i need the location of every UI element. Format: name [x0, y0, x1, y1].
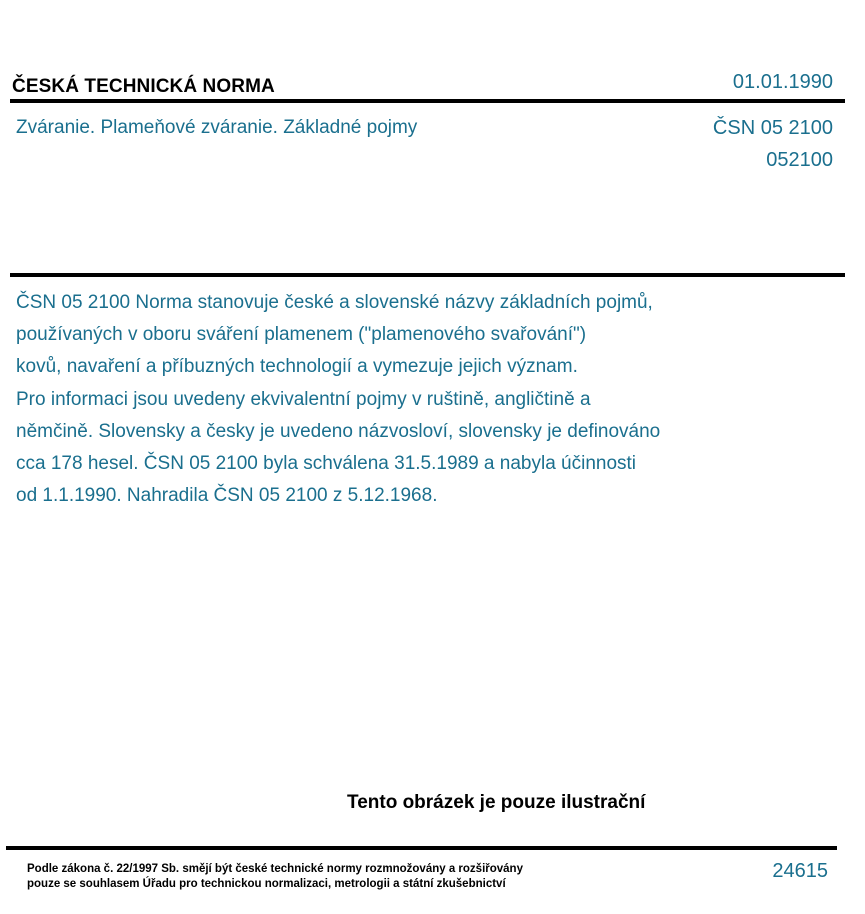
- abstract-line: ČSN 05 2100 Norma stanovuje české a slovenské názvy základních pojmů,: [16, 292, 653, 313]
- abstract-text: [16, 287, 776, 512]
- effective-date: 01.01.1990: [732, 71, 833, 93]
- legal-line: Podle zákona č. 22/1997 Sb. smějí být české technické normy rozmnožovány a rozšiřovány: [27, 863, 523, 875]
- section-divider: [10, 273, 845, 277]
- standard-subject: Zváranie. Plameňové zváranie. Základné pojmy: [16, 117, 418, 138]
- abstract-line: používaných v oboru sváření plamenem ("plamenového svařování"): [16, 324, 587, 346]
- abstract-line: cca 178 hesel. ČSN 05 2100 byla schválena 31.5.1989 a nabyla účinnosti: [16, 453, 637, 475]
- footer-divider: [6, 846, 837, 850]
- legal-line: pouze se souhlasem Úřadu pro technickou normalizaci, metrologii a státní zkušebnictví: [27, 878, 506, 890]
- abstract-line: od 1.1.1990. Nahradila ČSN 05 2100 z 5.12.1968.: [16, 485, 438, 507]
- page-number: 24615: [772, 860, 828, 882]
- document-heading: ČESKÁ TECHNICKÁ NORMA: [12, 76, 275, 97]
- illustration-note: Tento obrázek je pouze ilustrační: [347, 792, 646, 813]
- catalog-number: 052100: [766, 149, 833, 171]
- legal-notice: [27, 862, 523, 892]
- abstract-line: němčině. Slovensky a česky je uvedeno názvosloví, slovensky je definováno: [16, 420, 661, 442]
- abstract-line: Pro informaci jsou uvedeny ekvivalentní pojmy v ruštině, angličtině a: [16, 388, 591, 410]
- standard-code: ČSN 05 2100: [712, 117, 833, 139]
- abstract-line: kovů, navaření a příbuzných technologií a vymezuje jejich význam.: [16, 356, 578, 378]
- header-divider: [10, 99, 845, 103]
